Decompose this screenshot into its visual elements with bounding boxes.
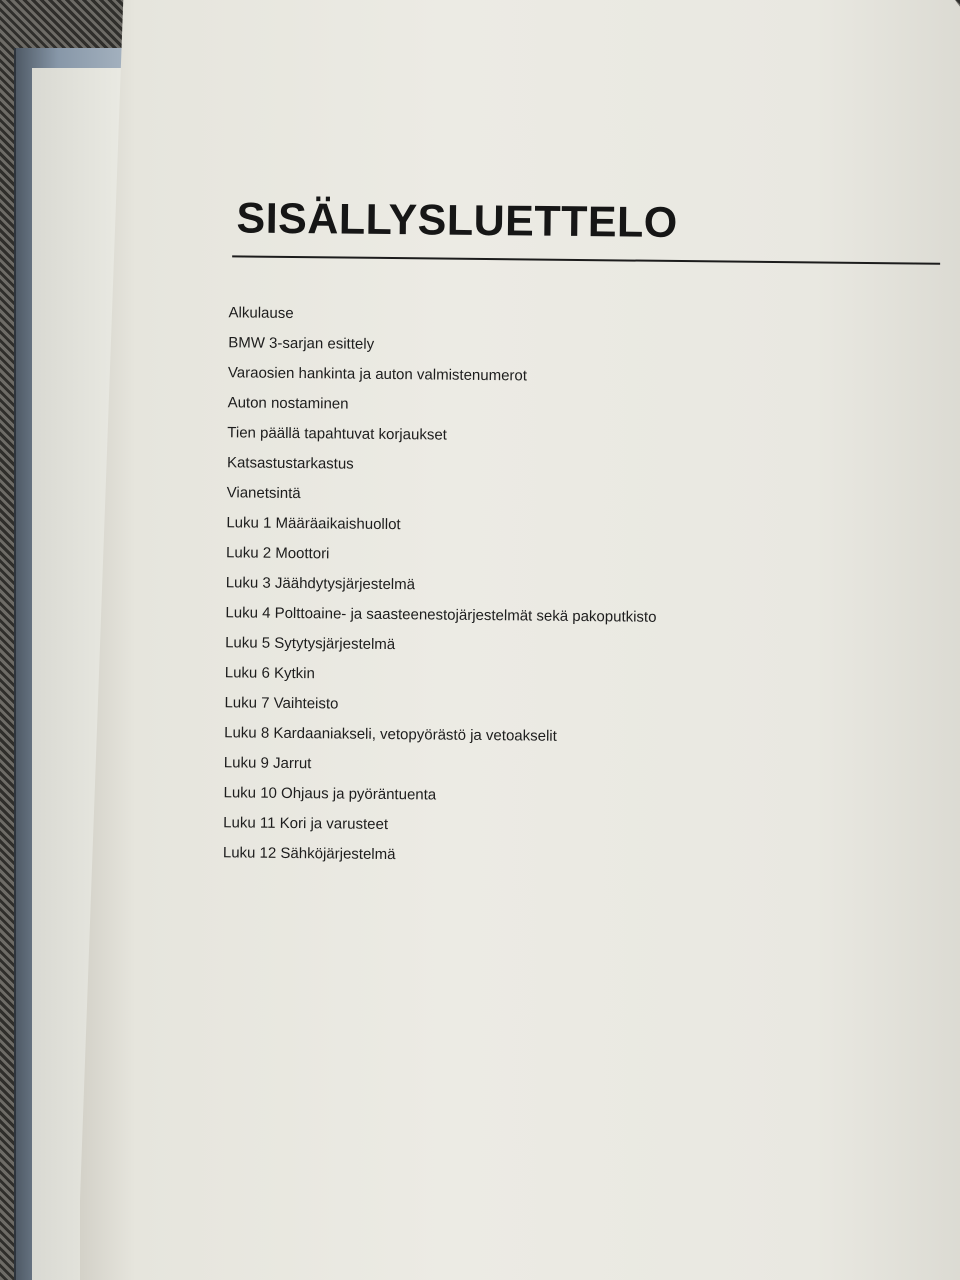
toc-entry: Auton nostaminen (227, 394, 349, 413)
toc-entry: Luku 9 Jarrut (223, 754, 312, 773)
toc-entry: Luku 12 Sähköjärjestelmä (222, 844, 396, 864)
toc-entry: Luku 7 Vaihteisto (224, 694, 339, 713)
toc-entry: Varaosien hankinta ja auton valmistenumerot (227, 364, 528, 385)
toc-entry: Luku 8 Kardaaniakseli, vetopyörästö ja vetoakselit (224, 724, 557, 745)
toc-entry: Luku 6 Kytkin (224, 664, 315, 683)
toc-entry: Luku 1 Määräaikaishuollot (226, 514, 401, 534)
toc-entry: Alkulause (228, 304, 294, 322)
title-underline (232, 255, 940, 264)
toc-entry: Luku 5 Sytytysjärjestelmä (225, 634, 396, 654)
toc-entry: Katsastustarkastus (226, 454, 354, 473)
toc-entry: Luku 3 Jäähdytysjärjestelmä (225, 574, 416, 594)
toc-entry: Luku 4 Polttoaine- ja saasteenestojärjestelmät sekä pakoputkisto (225, 604, 657, 626)
toc-entry: Luku 2 Moottori (225, 544, 330, 563)
page-title: SISÄLLYSLUETTELO (236, 194, 679, 248)
toc-entry: Luku 10 Ohjaus ja pyöräntuenta (223, 784, 437, 804)
table-of-contents (223, 298, 660, 872)
toc-entry: Vianetsintä (226, 484, 301, 503)
toc-entry: Luku 11 Kori ja varusteet (223, 814, 389, 834)
toc-entry: BMW 3-sarjan esittely (228, 334, 375, 353)
toc-entry: Tien päällä tapahtuvat korjaukset (227, 424, 447, 444)
